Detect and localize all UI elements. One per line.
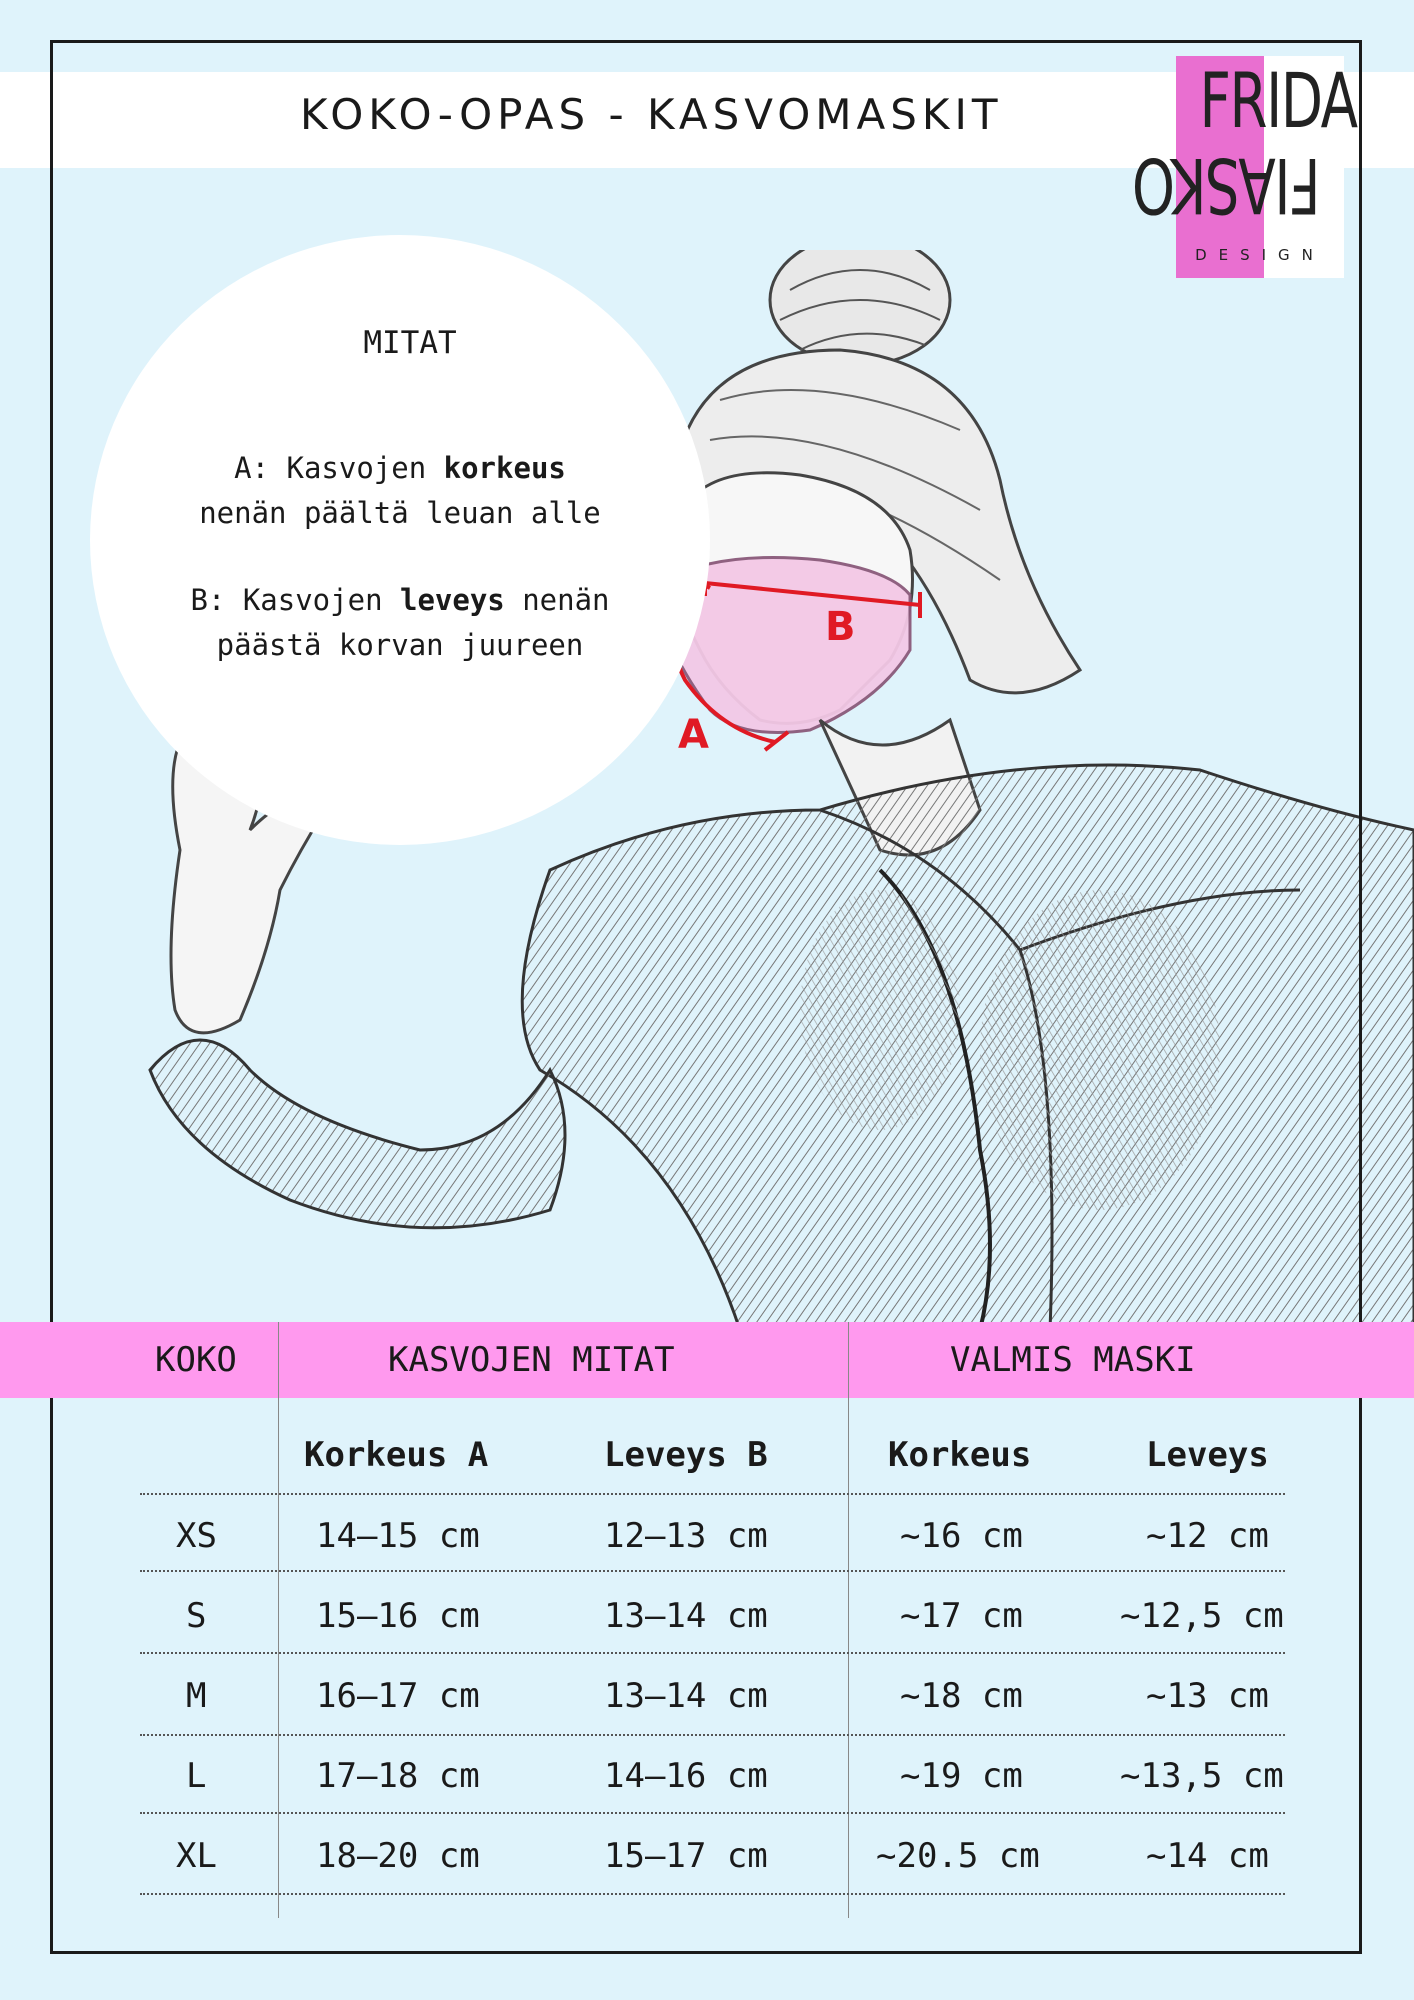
logo-line-2: FIASKO bbox=[1133, 141, 1321, 230]
column-divider-2 bbox=[848, 1322, 849, 1918]
row-divider bbox=[140, 1570, 1285, 1572]
header-size: KOKO bbox=[155, 1340, 237, 1380]
logo-line-3: DESIGN bbox=[1195, 246, 1325, 264]
mask-height-cell: ~17 cm bbox=[900, 1596, 1023, 1636]
size-cell: L bbox=[186, 1756, 207, 1796]
logo-line-1: FRIDA bbox=[1199, 56, 1357, 145]
subheader-face-width: Leveys B bbox=[604, 1435, 768, 1475]
measure-b-suffix: nenän bbox=[504, 583, 610, 617]
mask-height-cell: ~20.5 cm bbox=[876, 1836, 1040, 1876]
mask-width-cell: ~14 cm bbox=[1146, 1836, 1269, 1876]
face-width-cell: 14–16 cm bbox=[604, 1756, 768, 1796]
subheader-face-height: Korkeus A bbox=[304, 1435, 489, 1475]
mask-height-cell: ~16 cm bbox=[900, 1516, 1023, 1556]
row-divider bbox=[140, 1734, 1285, 1736]
face-height-cell: 17–18 cm bbox=[316, 1756, 480, 1796]
measure-b-prefix: B: Kasvojen bbox=[190, 583, 400, 617]
row-divider bbox=[140, 1893, 1285, 1895]
mask-width-cell: ~13,5 cm bbox=[1120, 1756, 1284, 1796]
measure-a-line-1 bbox=[130, 447, 670, 490]
face-width-cell: 13–14 cm bbox=[604, 1596, 768, 1636]
measurements-heading: MITAT bbox=[363, 325, 457, 361]
header-finished-mask: VALMIS MASKI bbox=[950, 1340, 1196, 1380]
size-cell: XL bbox=[176, 1836, 217, 1876]
mask-height-cell: ~19 cm bbox=[900, 1756, 1023, 1796]
page-title: KOKO-OPAS - KASVOMASKIT bbox=[300, 90, 1003, 139]
face-width-cell: 12–13 cm bbox=[604, 1516, 768, 1556]
marker-label-b: B bbox=[825, 604, 856, 650]
face-height-cell: 16–17 cm bbox=[316, 1676, 480, 1716]
mask-height-cell: ~18 cm bbox=[900, 1676, 1023, 1716]
row-divider bbox=[140, 1812, 1285, 1814]
marker-label-a: A bbox=[678, 712, 709, 758]
size-cell: S bbox=[186, 1596, 207, 1636]
face-width-cell: 15–17 cm bbox=[604, 1836, 768, 1876]
face-width-cell: 13–14 cm bbox=[604, 1676, 768, 1716]
measure-a-keyword: korkeus bbox=[443, 451, 566, 485]
size-cell: XS bbox=[176, 1516, 217, 1556]
face-height-cell: 14–15 cm bbox=[316, 1516, 480, 1556]
row-divider bbox=[140, 1652, 1285, 1654]
subheader-mask-height: Korkeus bbox=[888, 1435, 1032, 1475]
face-height-cell: 18–20 cm bbox=[316, 1836, 480, 1876]
frida-fiasko-logo bbox=[1133, 56, 1357, 278]
measure-b-keyword: leveys bbox=[399, 583, 505, 617]
subheader-mask-width: Leveys bbox=[1146, 1435, 1269, 1475]
measure-b-line-2: päästä korvan juureen bbox=[216, 628, 584, 662]
header-face-measurements: KASVOJEN MITAT bbox=[388, 1340, 675, 1380]
column-divider-1 bbox=[278, 1322, 279, 1918]
measure-b-line-1 bbox=[130, 579, 670, 622]
row-divider bbox=[140, 1493, 1285, 1495]
mask-width-cell: ~12,5 cm bbox=[1120, 1596, 1284, 1636]
measure-a-line-2: nenän päältä leuan alle bbox=[199, 496, 601, 530]
size-cell: M bbox=[186, 1676, 207, 1716]
mask-width-cell: ~12 cm bbox=[1146, 1516, 1269, 1556]
mask-width-cell: ~13 cm bbox=[1146, 1676, 1269, 1716]
measure-a-prefix: A: Kasvojen bbox=[234, 451, 444, 485]
face-height-cell: 15–16 cm bbox=[316, 1596, 480, 1636]
